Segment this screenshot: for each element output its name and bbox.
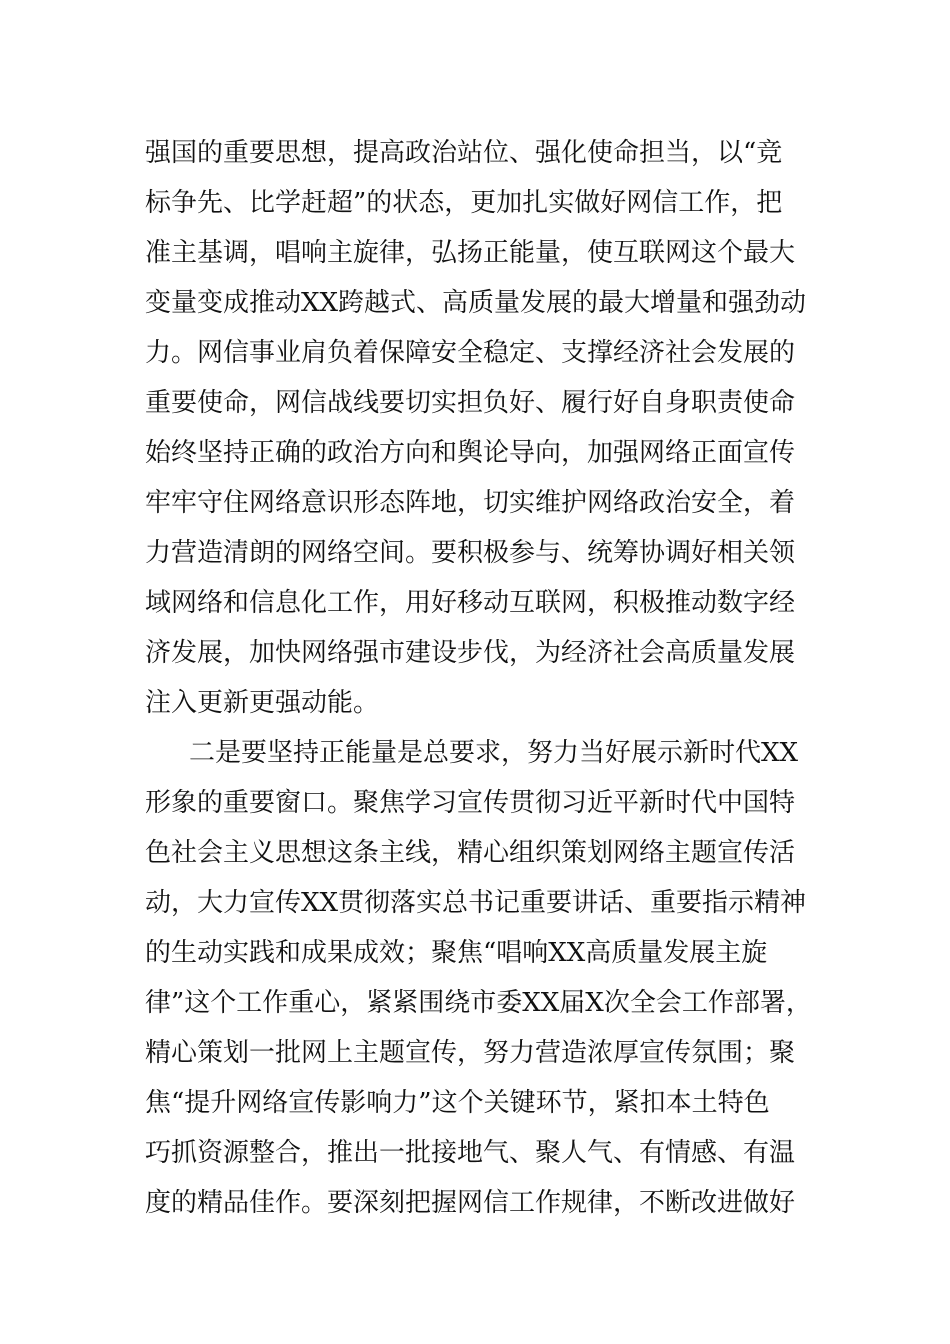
- text-line: 济发展，加快网络强市建设步伐，为经济社会高质量发展: [145, 638, 796, 668]
- text-line: 动，大力宣传XX贯彻落实总书记重要讲话、重要指示精神: [145, 888, 807, 918]
- text-line: 形象的重要窗口。聚焦学习宣传贯彻习近平新时代中国特: [145, 788, 796, 818]
- text-line: 域网络和信息化工作，用好移动互联网，积极推动数字经: [145, 588, 796, 618]
- text-line: 强国的重要思想，提高政治站位、强化使命担当，以“竞: [145, 138, 783, 168]
- text-line: 变量变成推动XX跨越式、高质量发展的最大增量和强劲动: [145, 288, 807, 318]
- text-line: 度的精品佳作。要深刻把握网信工作规律，不断改进做好: [145, 1188, 796, 1218]
- text-line: 力营造清朗的网络空间。要积极参与、统筹协调好相关领: [145, 538, 796, 568]
- text-line: 巧抓资源整合，推出一批接地气、聚人气、有情感、有温: [145, 1138, 796, 1168]
- text-line: 律”这个工作重心，紧紧围绕市委XX届X次全会工作部署，: [145, 988, 812, 1018]
- text-line: 始终坚持正确的政治方向和舆论导向，加强网络正面宣传: [145, 438, 796, 468]
- paragraph-start-line: 二是要坚持正能量是总要求，努力当好展示新时代XX: [189, 738, 799, 768]
- text-line: 牢牢守住网络意识形态阵地，切实维护网络政治安全，着: [145, 488, 796, 518]
- text-line: 焦“提升网络宣传影响力”这个关键环节，紧扣本土特色: [145, 1088, 770, 1118]
- text-line: 色社会主义思想这条主线，精心组织策划网络主题宣传活: [145, 838, 796, 868]
- text-line: 力。网信事业肩负着保障安全稳定、支撑经济社会发展的: [145, 338, 796, 368]
- body-text: [145, 128, 825, 1228]
- text-line: 的生动实践和成果成效；聚焦“唱响XX高质量发展主旋: [145, 938, 768, 968]
- text-line: 精心策划一批网上主题宣传，努力营造浓厚宣传氛围；聚: [145, 1038, 796, 1068]
- text-line: 标争先、比学赶超”的状态，更加扎实做好网信工作，把: [145, 188, 783, 218]
- text-line: 注入更新更强动能。: [145, 688, 380, 718]
- text-line: 准主基调，唱响主旋律，弘扬正能量，使互联网这个最大: [145, 238, 796, 268]
- text-line: 重要使命，网信战线要切实担负好、履行好自身职责使命: [145, 388, 796, 418]
